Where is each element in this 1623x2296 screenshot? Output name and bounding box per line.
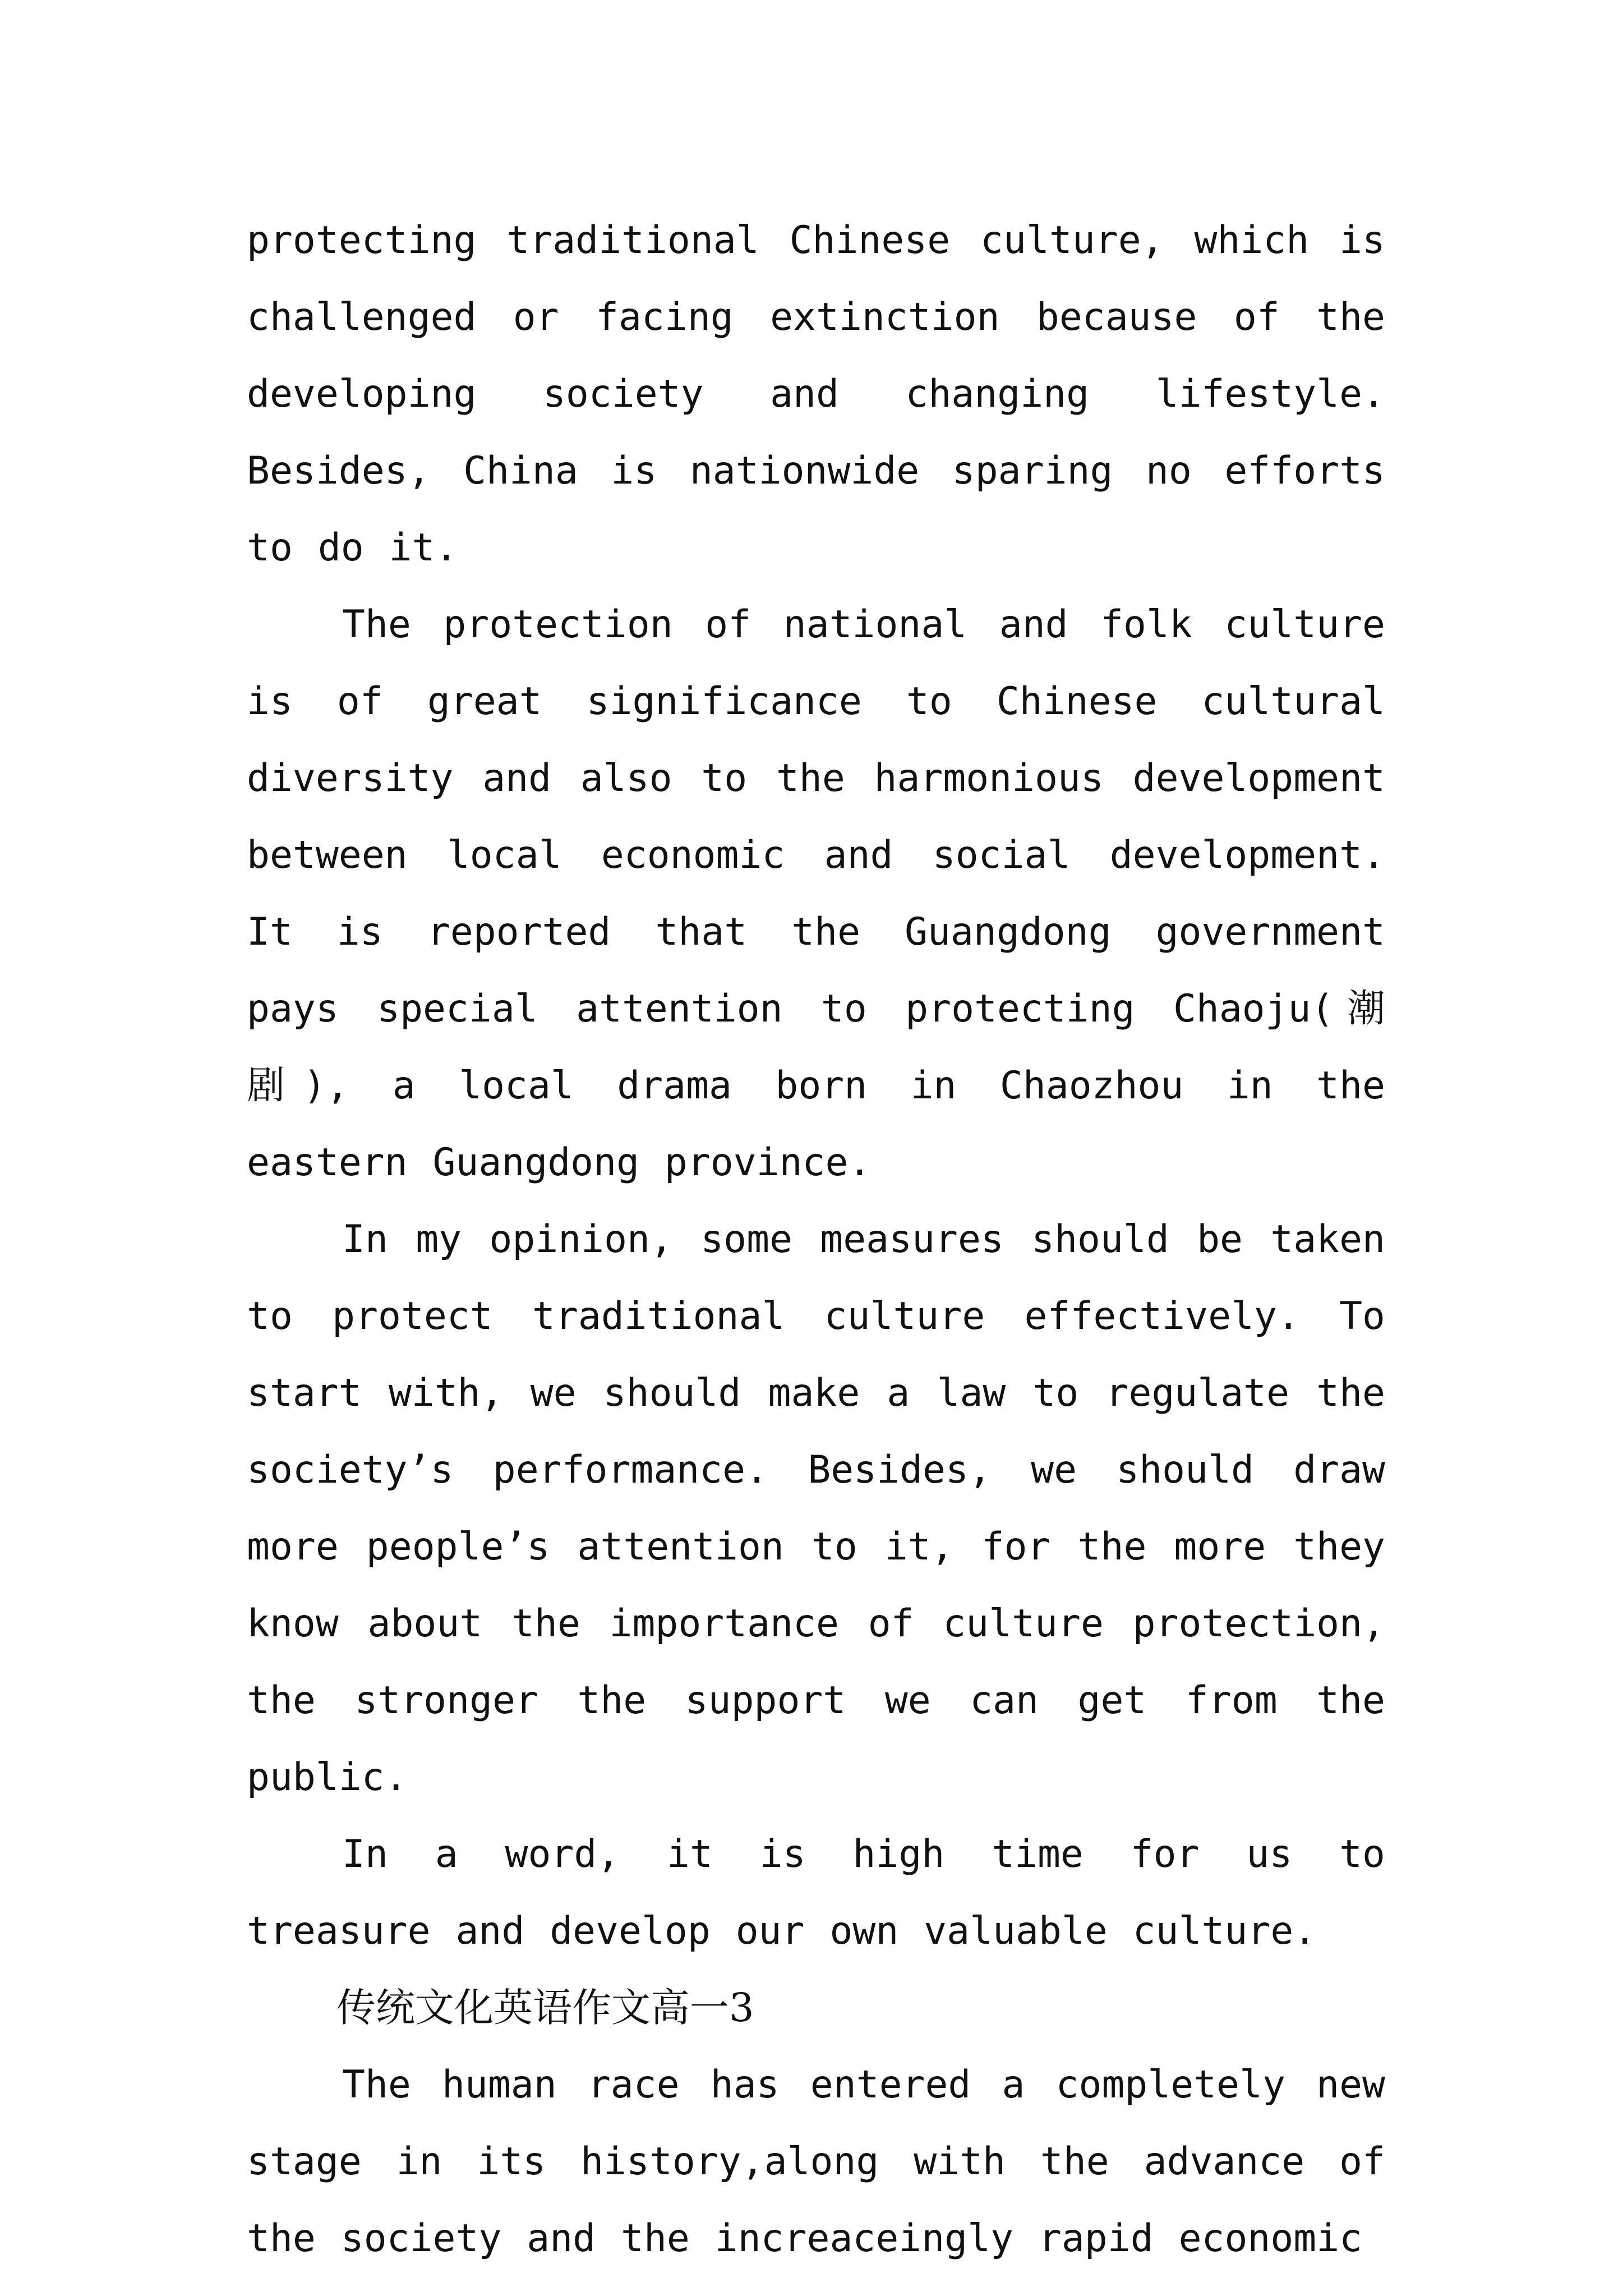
document-body — [247, 202, 1385, 2277]
paragraph-2: The protection of national and folk culture is of great significance to Chinese cultural diversity and also to the harmonious development between local economic and social development. It is reported that the Guangdong government pays special attention to protecting Chaoju(潮剧), a local drama born in Chaozhou in the eastern Guangdong province. — [247, 602, 1385, 1185]
section-heading: 传统文化英语作文高一3 — [336, 1985, 754, 2031]
paragraph-3: In my opinion, some measures should be taken to protect traditional culture effectively. To start with, we should make a law to regulate the society’s performance. Besides, we should draw more people’s attention to it, for the more they know about the importance of culture protection, the stronger the support we can get from the public. — [247, 1217, 1385, 1800]
paragraph-5: The human race has entered a completely new stage in its history,along with the advance of the society and the increaceingly rapid economic — [247, 2063, 1385, 2261]
paragraph-4: In a word, it is high time for us to treasure and develop our own valuable culture. — [247, 1832, 1385, 1953]
paragraph-1: protecting traditional Chinese culture, which is challenged or facing extinction because of the developing society and changing lifestyle. Besides, China is nationwide sparing no efforts to do it. — [247, 218, 1385, 570]
